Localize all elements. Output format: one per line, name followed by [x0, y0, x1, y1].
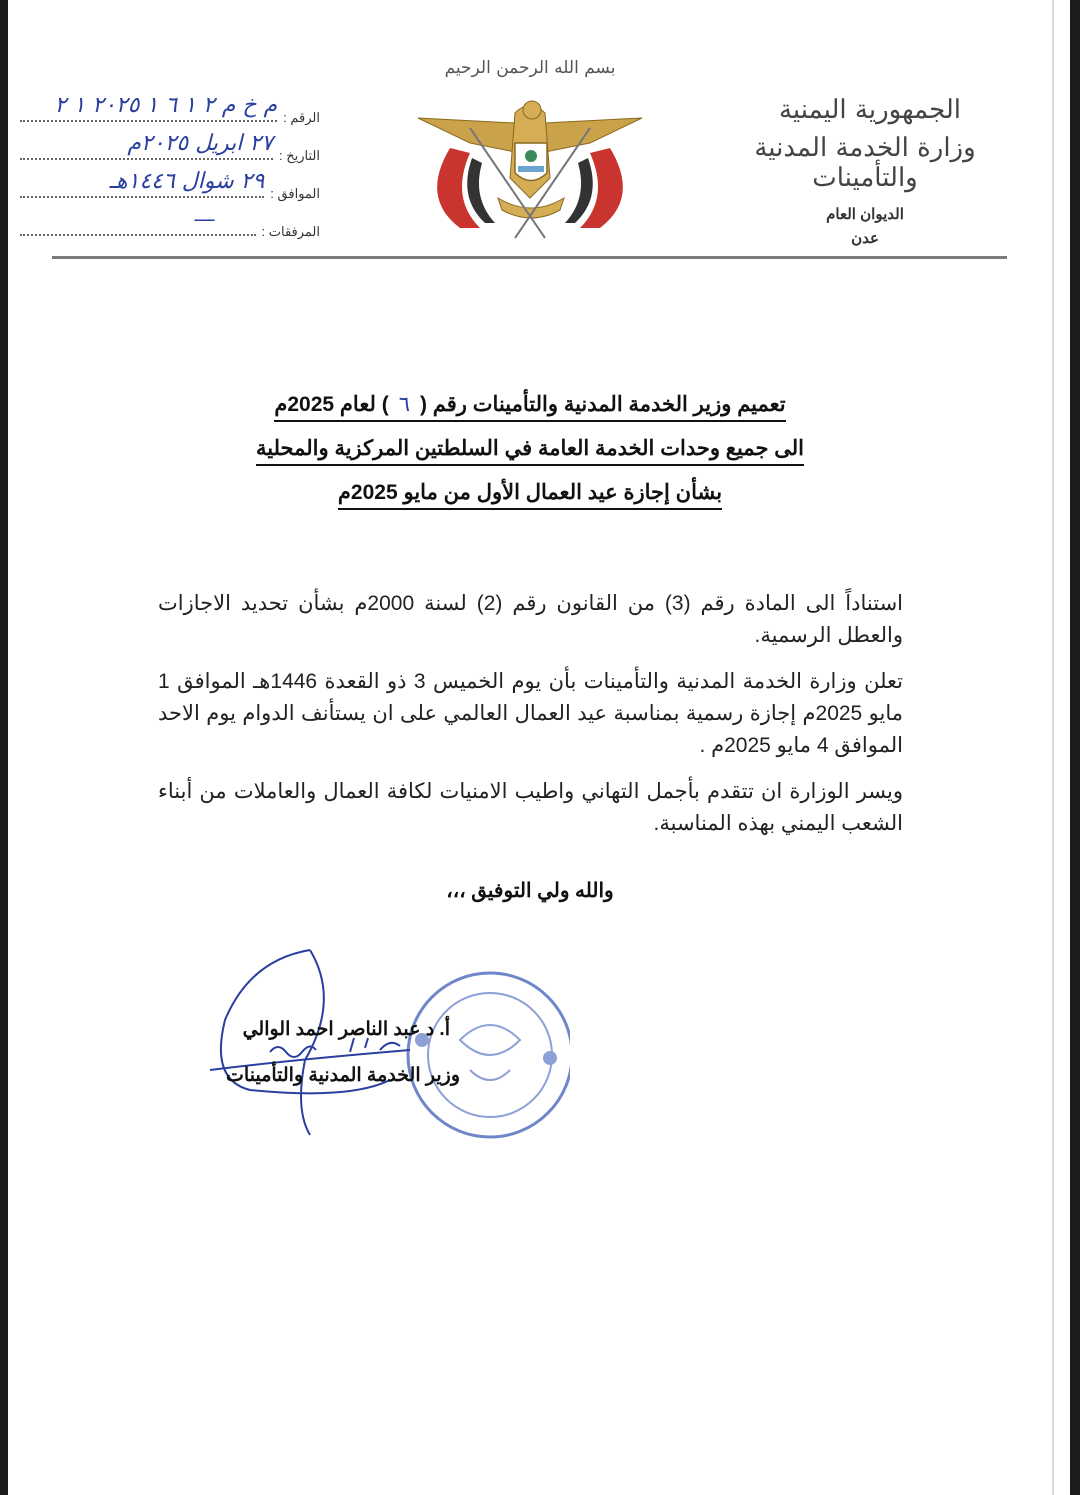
- page-edge: [1052, 0, 1054, 1495]
- official-stamp-icon: [408, 973, 570, 1137]
- ref-date-value: ٢٧ ابريل ٢٠٢٥م: [127, 131, 274, 156]
- body-paragraph-3: ويسر الوزارة ان تتقدم بأجمل التهاني واطيب الامنيات لكافة العمال والعاملات من أبناء الشعب اليمني بهذه المناسبة.: [158, 780, 903, 835]
- ref-attachments-row: [20, 206, 320, 244]
- ref-attachments-label: المرفقات :: [261, 224, 320, 239]
- circular-number: ٦: [398, 393, 410, 416]
- basmala: بسم الله الرحمن الرحيم: [444, 58, 616, 78]
- ministry-name: وزارة الخدمة المدنية والتأمينات: [754, 133, 976, 193]
- header-divider: [52, 256, 1007, 259]
- letterhead-right: [735, 95, 995, 247]
- republic-name: الجمهورية اليمنية: [778, 95, 962, 125]
- emblem-block: [410, 58, 650, 248]
- signatory-title: وزير الخدمة المدنية والتأمينات: [226, 1065, 460, 1086]
- handwritten-signature-icon: [210, 950, 410, 1135]
- ref-number-row: [20, 92, 320, 130]
- ref-hijri-label: الموافق :: [270, 186, 320, 201]
- department-name: الديوان العام: [826, 206, 904, 223]
- ref-hijri-row: [20, 168, 320, 206]
- signatory-name: أ. د عبد الناصر احمد الوالي: [242, 1019, 450, 1040]
- title-line-3: بشأن إجازة عيد العمال الأول من مايو 2025م: [338, 480, 722, 510]
- title-line-2: الى جميع وحدات الخدمة العامة في السلطتين المركزية والمحلية: [256, 436, 804, 466]
- body-paragraph-1: استناداً الى المادة رقم (3) من القانون رقم (2) لسنة 2000م بشأن تحديد الاجازات والعطل الرسمية.: [158, 592, 903, 647]
- ref-hijri-value: ٢٩ شوال ١٤٤٦هـ: [109, 169, 265, 194]
- ref-date-label: التاريخ :: [279, 148, 320, 163]
- circular-body: [158, 588, 903, 854]
- closing-line: والله ولي التوفيق ،،،: [446, 880, 614, 902]
- body-paragraph-2: تعلن وزارة الخدمة المدنية والتأمينات بأن يوم الخميس 3 ذو القعدة 1446هـ الموافق 1 مايو 2025م إجازة رسمية بمناسبة عيد العمال العالمي على ان يستأنف الدوام يوم الاحد الموافق 4 مايو 2025م .: [158, 670, 903, 757]
- ref-date-row: [20, 130, 320, 168]
- ref-number-label: الرقم :: [283, 110, 320, 125]
- circular-titles: [150, 392, 910, 524]
- yemen-coat-of-arms-icon: [410, 58, 650, 248]
- ref-attachments-value: —: [193, 207, 216, 232]
- reference-fields: [20, 92, 320, 244]
- title-line-1: تعميم وزير الخدمة المدنية والتأمينات رقم (٦) لعام 2025م: [274, 392, 785, 422]
- ref-number-value: م خ م ٢ ١ ٦ ١ ٢٠٢٥ ١ ٢: [54, 93, 278, 118]
- city-name: عدن: [851, 230, 879, 247]
